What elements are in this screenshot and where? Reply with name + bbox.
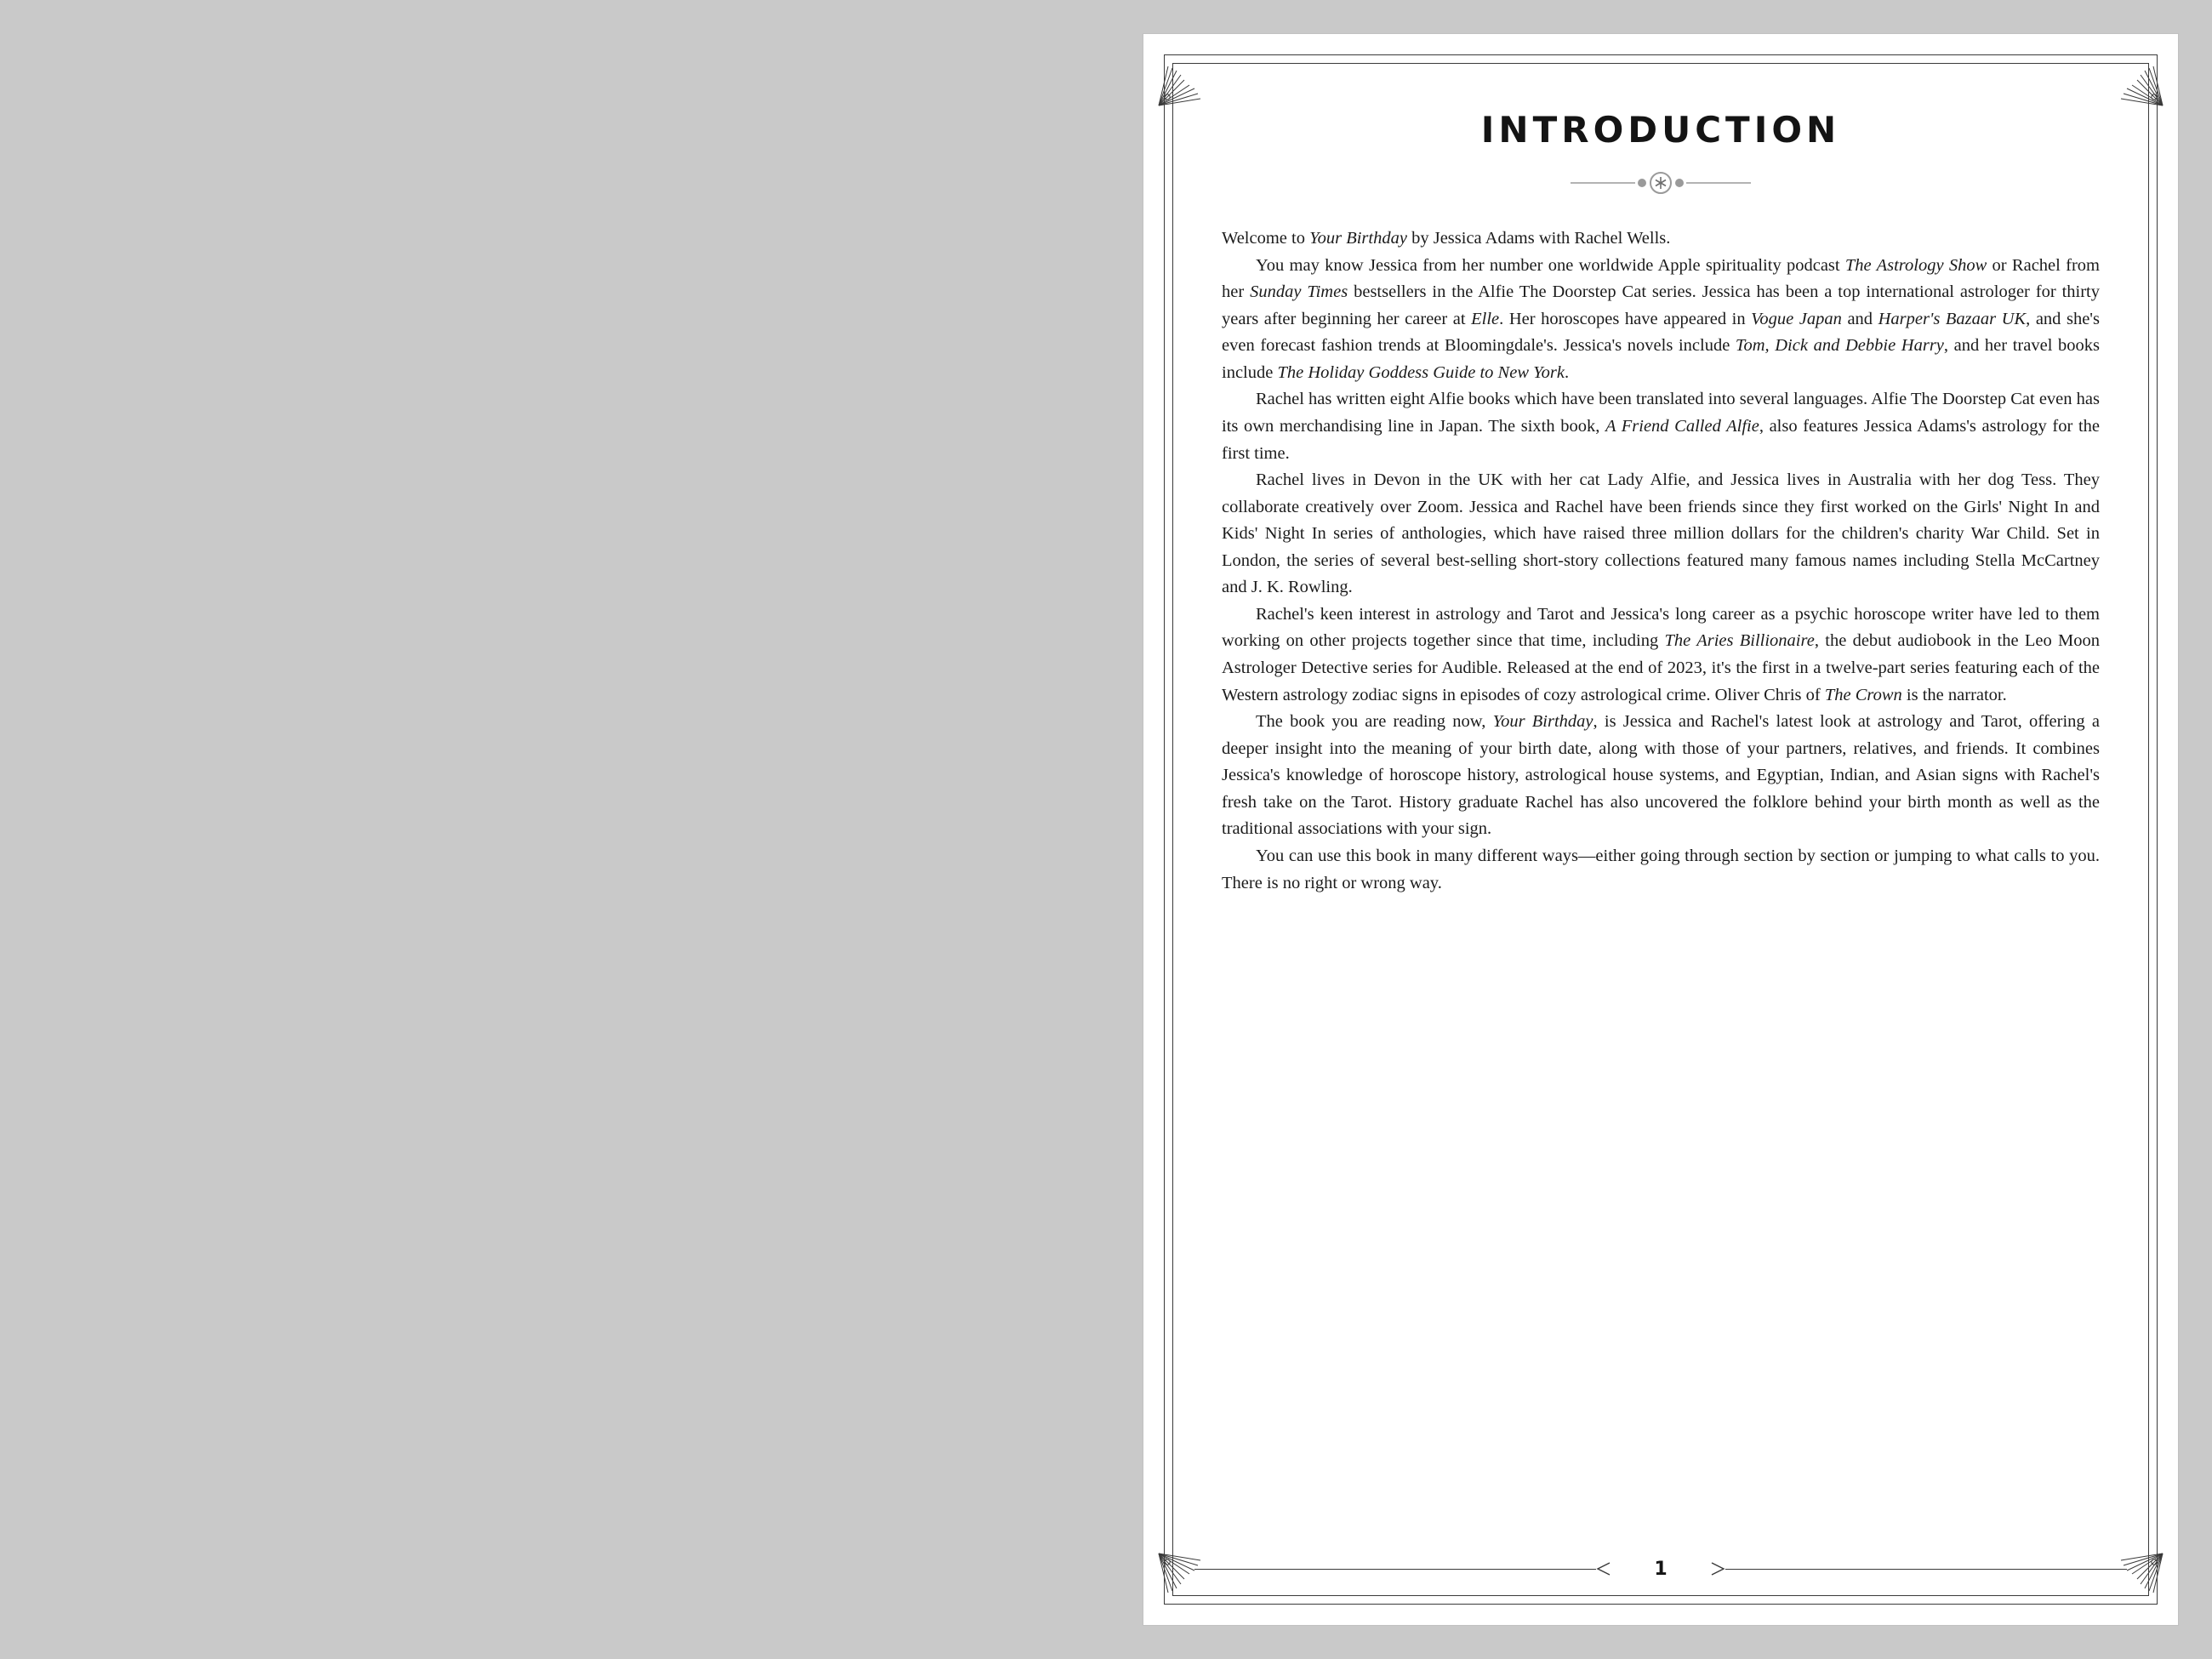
paragraph: Rachel lives in Devon in the UK with her cat Lady Alfie, and Jessica lives in Australia with her dog Tess. They collaborate creatively over Zoom. Jessica and Rachel have been friends since they first worked on the Girls' Night In and Kids' Night In series of anthologies, which have raised three million dollars for the children's charity War Child. Set in London, the series of several best-selling short-story collections featured many famous names including Stella McCartney and J. K. Rowling.: [1222, 470, 2100, 597]
page-footer: [1194, 1552, 2127, 1586]
paragraph: Welcome to Your Birthday by Jessica Adams with Rachel Wells.: [1222, 229, 1671, 248]
paragraph: You can use this book in many different ways—either going through section by section or jumping to what calls to you. There is no right or wrong way.: [1222, 846, 2100, 892]
paragraph: The book you are reading now, Your Birthday, is Jessica and Rachel's latest look at astrology and Tarot, offering a deeper insight into the meaning of your birth date, along with those of your partners, relatives, and friends. It combines Jessica's knowledge of horoscope history, astrological house systems, and Egyptian, Indian, and Asian signs with Rachel's fresh take on the Tarot. History graduate Rachel has also uncovered the folklore behind your birth month as well as the traditional associations with your sign.: [1222, 712, 2100, 839]
asterisk-divider-icon: [1567, 169, 1754, 197]
page-number: 1: [1654, 1558, 1668, 1580]
paragraph: You may know Jessica from her number one worldwide Apple spirituality podcast The Astrology Show or Rachel from her Sunday Times bestsellers in the Alfie The Doorstep Cat series. Jessica has been a top international astrologer for thirty years after beginning her career at Elle. Her horoscopes have appeared in Vogue Japan and Harper's Bazaar UK, and she's even forecast fashion trends at Bloomingdale's. Jessica's novels include Tom, Dick and Debbie Harry, and her travel books include The Holiday Goddess Guide to New York.: [1222, 255, 2100, 382]
sunburst-corner-icon: [1155, 46, 1218, 109]
paragraph: Rachel has written eight Alfie books which have been translated into several languages. Alfie The Doorstep Cat even has its own merchandising line in Japan. The sixth book, A Friend Called Alfie, also features Jessica Adams's astrology for the first time.: [1222, 390, 2100, 463]
introduction-body: [1222, 225, 2100, 897]
sunburst-corner-icon: [2103, 46, 2166, 109]
left-chevron-icon: [1596, 1561, 1625, 1576]
footer-rule-left: [1194, 1569, 1596, 1570]
paragraph: Rachel's keen interest in astrology and Tarot and Jessica's long career as a psychic horoscope writer have led to them working on other projects together since that time, including The Aries Billionaire, the debut audiobook in the Leo Moon Astrologer Detective series for Audible. Released at the end of 2023, it's the first in a twelve-part series featuring each of the Western astrology zodiac signs in episodes of cozy astrological crime. Oliver Chris of The Crown is the narrator.: [1222, 604, 2100, 704]
right-chevron-icon: [1696, 1561, 1725, 1576]
footer-rule-right: [1725, 1569, 2127, 1570]
book-page: [1143, 34, 2178, 1625]
page-content: [1213, 87, 2108, 1548]
page-title: INTRODUCTION: [1480, 109, 1841, 151]
